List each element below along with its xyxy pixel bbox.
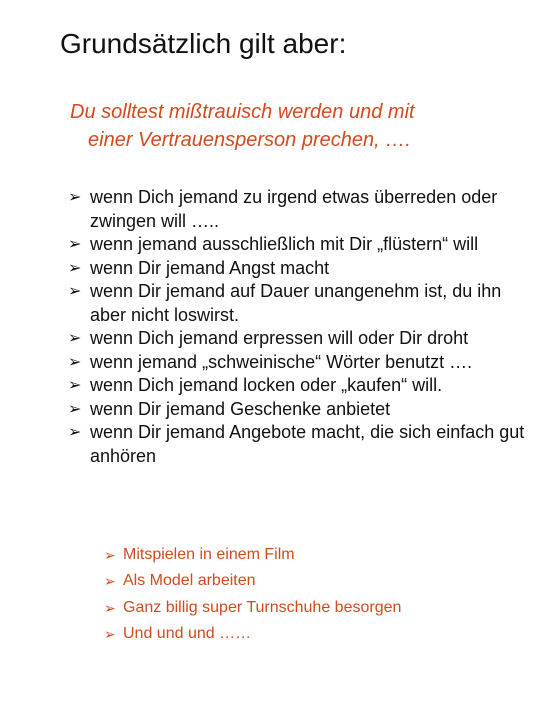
arrow-bullet-icon: ➢: [68, 189, 82, 206]
arrow-bullet-icon: ➢: [68, 259, 82, 277]
arrow-bullet-icon: ➢: [104, 599, 116, 616]
arrow-bullet-icon: ➢: [68, 377, 82, 394]
sub-bullet-list: [104, 542, 524, 647]
list-item: ➢ wenn Dir jemand Angebote macht, die sich einfach gut anhören: [68, 422, 525, 466]
arrow-bullet-icon: ➢: [104, 547, 116, 563]
sub-list-item: ➢ Als Model arbeiten: [104, 568, 524, 594]
intro-line-1: Du solltest mißtrauisch werden und mit: [70, 101, 415, 123]
list-item: ➢ wenn Dir jemand Angst macht: [68, 257, 528, 281]
sub-list-item: ➢ Mitspielen in einem Film: [104, 542, 524, 568]
arrow-bullet-icon: ➢: [104, 573, 116, 590]
sub-list-item: ➢ Und und und ……: [104, 621, 524, 647]
list-item: ➢ wenn Dich jemand locken oder „kaufen“ will.: [68, 374, 528, 398]
list-item: ➢ wenn jemand ausschließlich mit Dir „flüstern“ will: [68, 233, 528, 257]
intro-line-2: einer Vertrauensperson prechen, ….: [88, 129, 411, 151]
page-title: Grundsätzlich gilt aber:: [60, 28, 347, 59]
arrow-bullet-icon: ➢: [68, 353, 82, 371]
sub-list-item: ➢ Ganz billig super Turnschuhe besorgen: [104, 595, 524, 621]
arrow-bullet-icon: ➢: [68, 330, 82, 347]
list-item: ➢ wenn Dir jemand auf Dauer unangenehm ist, du ihn aber nicht loswirst.: [68, 281, 502, 325]
list-item: ➢ wenn Dich jemand zu irgend etwas überreden oder zwingen will …..: [68, 187, 498, 231]
arrow-bullet-icon: ➢: [104, 625, 116, 642]
arrow-bullet-icon: ➢: [68, 400, 82, 418]
arrow-bullet-icon: ➢: [68, 236, 82, 253]
arrow-bullet-icon: ➢: [68, 283, 82, 300]
list-item: ➢ wenn Dich jemand erpressen will oder Dir droht: [68, 327, 528, 351]
intro-text: [70, 98, 510, 154]
bullet-list: [68, 186, 528, 468]
arrow-bullet-icon: ➢: [68, 424, 82, 441]
list-item: ➢ wenn jemand „schweinische“ Wörter benutzt ….: [68, 351, 528, 375]
list-item: ➢ wenn Dir jemand Geschenke anbietet: [68, 398, 528, 422]
